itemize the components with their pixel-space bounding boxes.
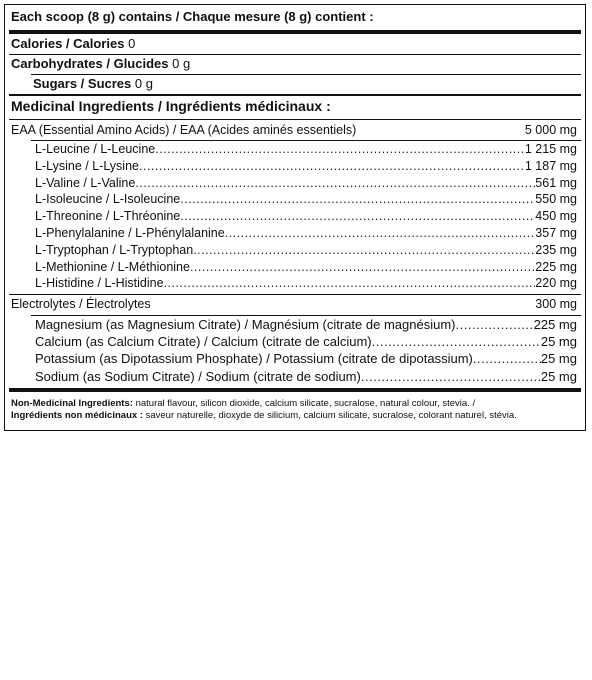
dot-leader xyxy=(193,243,535,257)
dot-leader xyxy=(473,351,541,366)
ingredient-row xyxy=(35,192,577,206)
sugars-row xyxy=(33,76,579,91)
ingredient-name: L-Threonine / L-Thréonine xyxy=(35,209,181,224)
ingredient-amount: 220 mg xyxy=(535,276,577,291)
non-medicinal-fr xyxy=(11,410,579,422)
dot-leader xyxy=(361,369,541,384)
carbohydrates-rule xyxy=(31,74,581,75)
ingredient-name: Potassium (as Dipotassium Phosphate) / Potassium (citrate de dipotassium) xyxy=(35,351,473,367)
ingredient-row xyxy=(35,142,577,156)
ingredient-amount: 225 mg xyxy=(535,259,577,274)
carbohydrates-value: 0 g xyxy=(172,56,191,71)
ingredient-amount: 25 mg xyxy=(540,334,577,350)
ingredient-row xyxy=(35,176,577,190)
calories-label: Calories / Calories xyxy=(11,36,125,51)
dot-leader xyxy=(155,142,525,156)
ingredient-row xyxy=(35,226,577,240)
calories-value: 0 xyxy=(128,36,136,51)
header-rule xyxy=(9,30,581,34)
dot-leader xyxy=(372,334,541,349)
ingredient-amount: 235 mg xyxy=(535,242,577,257)
ingredient-amount: 1 187 mg xyxy=(524,158,577,173)
sugars-value: 0 g xyxy=(134,76,153,91)
sugars-label: Sugars / Sucres xyxy=(33,76,132,91)
non-medicinal-fr-text: saveur naturelle, dioxyde de silicium, calcium silicate, sucralose, colorant naturel, stévia. xyxy=(145,410,517,421)
dot-leader xyxy=(139,159,525,173)
non-medicinal-en-text: natural flavour, silicon dioxide, calcium silicate, sucralose, natural colour, stevia. / xyxy=(135,398,476,409)
ingredient-amount: 550 mg xyxy=(535,192,577,207)
calories-rule xyxy=(9,54,581,55)
footer-rule xyxy=(9,388,581,392)
serving-header: Each scoop (8 g) contains / Chaque mesure (8 g) contient : xyxy=(11,9,374,24)
dot-leader xyxy=(135,176,535,190)
non-medicinal-en xyxy=(11,398,579,410)
ingredient-amount: 561 mg xyxy=(535,175,577,190)
ingredient-amount: 25 mg xyxy=(540,351,577,367)
ingredient-row xyxy=(35,159,577,173)
electrolytes-label: Electrolytes / Électrolytes xyxy=(11,297,151,311)
carbohydrates-row xyxy=(11,56,579,71)
dot-leader xyxy=(180,192,535,206)
ingredient-name: L-Lysine / L-Lysine xyxy=(35,158,139,173)
ingredient-amount: 450 mg xyxy=(535,209,577,224)
ingredient-row xyxy=(35,243,577,257)
ingredient-name: Magnesium (as Magnesium Citrate) / Magnésium (citrate de magnésium) xyxy=(35,317,456,332)
carbohydrates-label: Carbohydrates / Glucides xyxy=(11,56,169,71)
dot-leader xyxy=(456,317,534,332)
dot-leader xyxy=(225,226,536,240)
dot-leader xyxy=(164,276,536,290)
non-medicinal-fr-label: Ingrédients non médicinaux : xyxy=(11,410,143,421)
dot-leader xyxy=(190,260,535,274)
ingredient-row xyxy=(35,209,577,223)
non-medicinal-en-label: Non-Medicinal Ingredients: xyxy=(11,398,133,409)
ingredient-row xyxy=(35,276,577,290)
ingredient-row xyxy=(35,260,577,274)
ingredient-name: L-Tryptophan / L-Tryptophan xyxy=(35,242,194,257)
ingredient-name: Calcium (as Calcium Citrate) / Calcium (citrate de calcium) xyxy=(35,334,372,350)
eaa-rule xyxy=(31,140,581,141)
sugars-rule xyxy=(9,94,581,96)
electrolytes-rule xyxy=(31,315,581,316)
eaa-list-end-rule xyxy=(9,294,581,295)
ingredient-name: L-Isoleucine / L-Isoleucine xyxy=(35,192,181,207)
electrolytes-value: 300 mg xyxy=(535,297,577,311)
calories-row xyxy=(11,36,579,51)
ingredient-amount: 1 215 mg xyxy=(524,142,577,156)
ingredient-row xyxy=(35,334,577,349)
medicinal-heading: Medicinal Ingredients / Ingrédients médicinaux : xyxy=(11,98,331,114)
ingredient-amount: 357 mg xyxy=(535,226,577,240)
ingredient-name: L-Methionine / L-Méthionine xyxy=(35,259,190,274)
ingredient-row xyxy=(35,369,577,384)
ingredient-row xyxy=(35,317,577,332)
electrolytes-row xyxy=(11,297,577,311)
ingredient-name: Sodium (as Sodium Citrate) / Sodium (citrate de sodium) xyxy=(35,368,361,384)
ingredient-name: L-Phenylalanine / L-Phénylalanine xyxy=(35,226,225,240)
ingredient-amount: 25 mg xyxy=(540,368,577,384)
supplement-facts-panel xyxy=(4,4,586,431)
medicinal-rule xyxy=(9,119,581,120)
eaa-label: EAA (Essential Amino Acids) / EAA (Acides aminés essentiels) xyxy=(11,123,357,137)
ingredient-name: L-Histidine / L-Histidine xyxy=(35,276,164,291)
eaa-row xyxy=(11,123,577,137)
ingredient-row xyxy=(35,351,577,366)
ingredient-amount: 225 mg xyxy=(533,317,577,332)
eaa-value: 5 000 mg xyxy=(524,123,577,137)
dot-leader xyxy=(180,209,535,223)
ingredient-name: L-Valine / L-Valine xyxy=(35,175,136,190)
ingredient-name: L-Leucine / L-Leucine xyxy=(35,142,156,156)
